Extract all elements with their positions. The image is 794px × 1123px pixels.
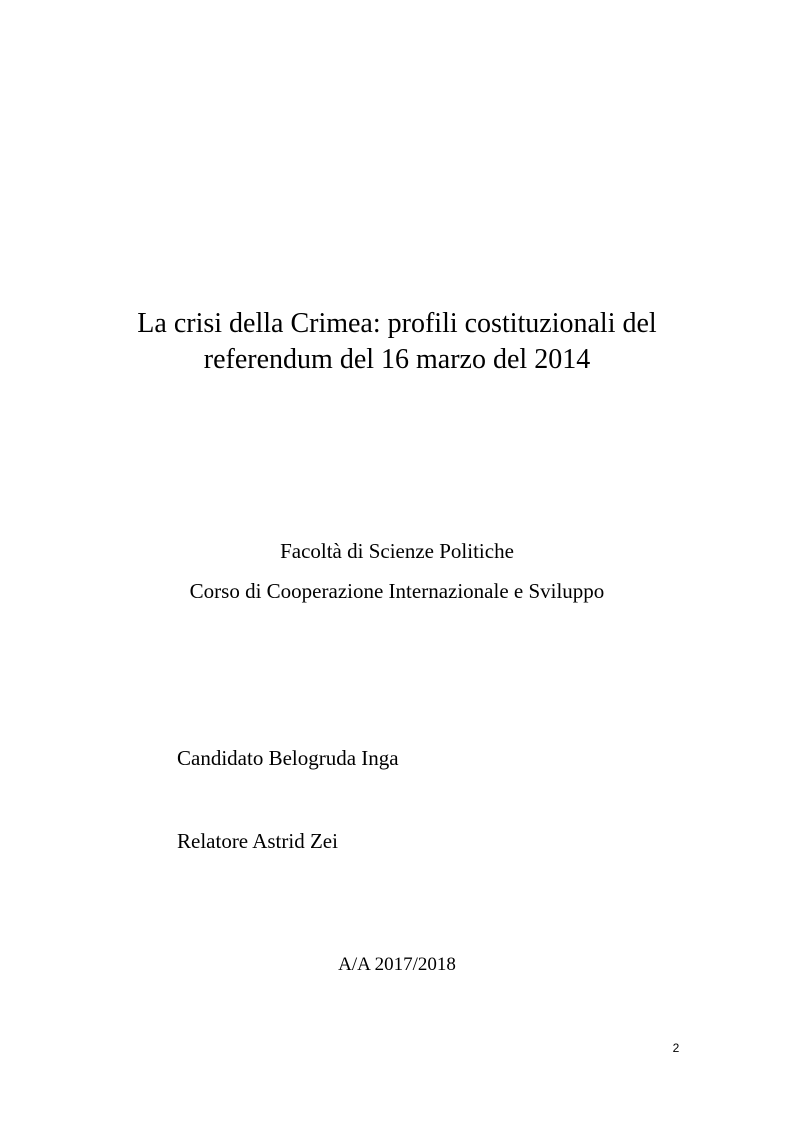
course-name: Corso di Cooperazione Internazionale e Sviluppo (189, 579, 605, 603)
thesis-title (0, 306, 794, 378)
thesis-title-line-1: La crisi della Crimea: profili costituzionali del (137, 308, 657, 339)
faculty-name: Facoltà di Scienze Politiche (280, 539, 514, 563)
page-number: 2 (672, 1041, 680, 1055)
academic-year: A/A 2017/2018 (338, 954, 456, 975)
thesis-title-line-2: referendum del 16 marzo del 2014 (203, 344, 591, 375)
supervisor-name: Relatore Astrid Zei (177, 829, 338, 853)
candidate-name: Candidato Belogruda Inga (177, 746, 399, 770)
